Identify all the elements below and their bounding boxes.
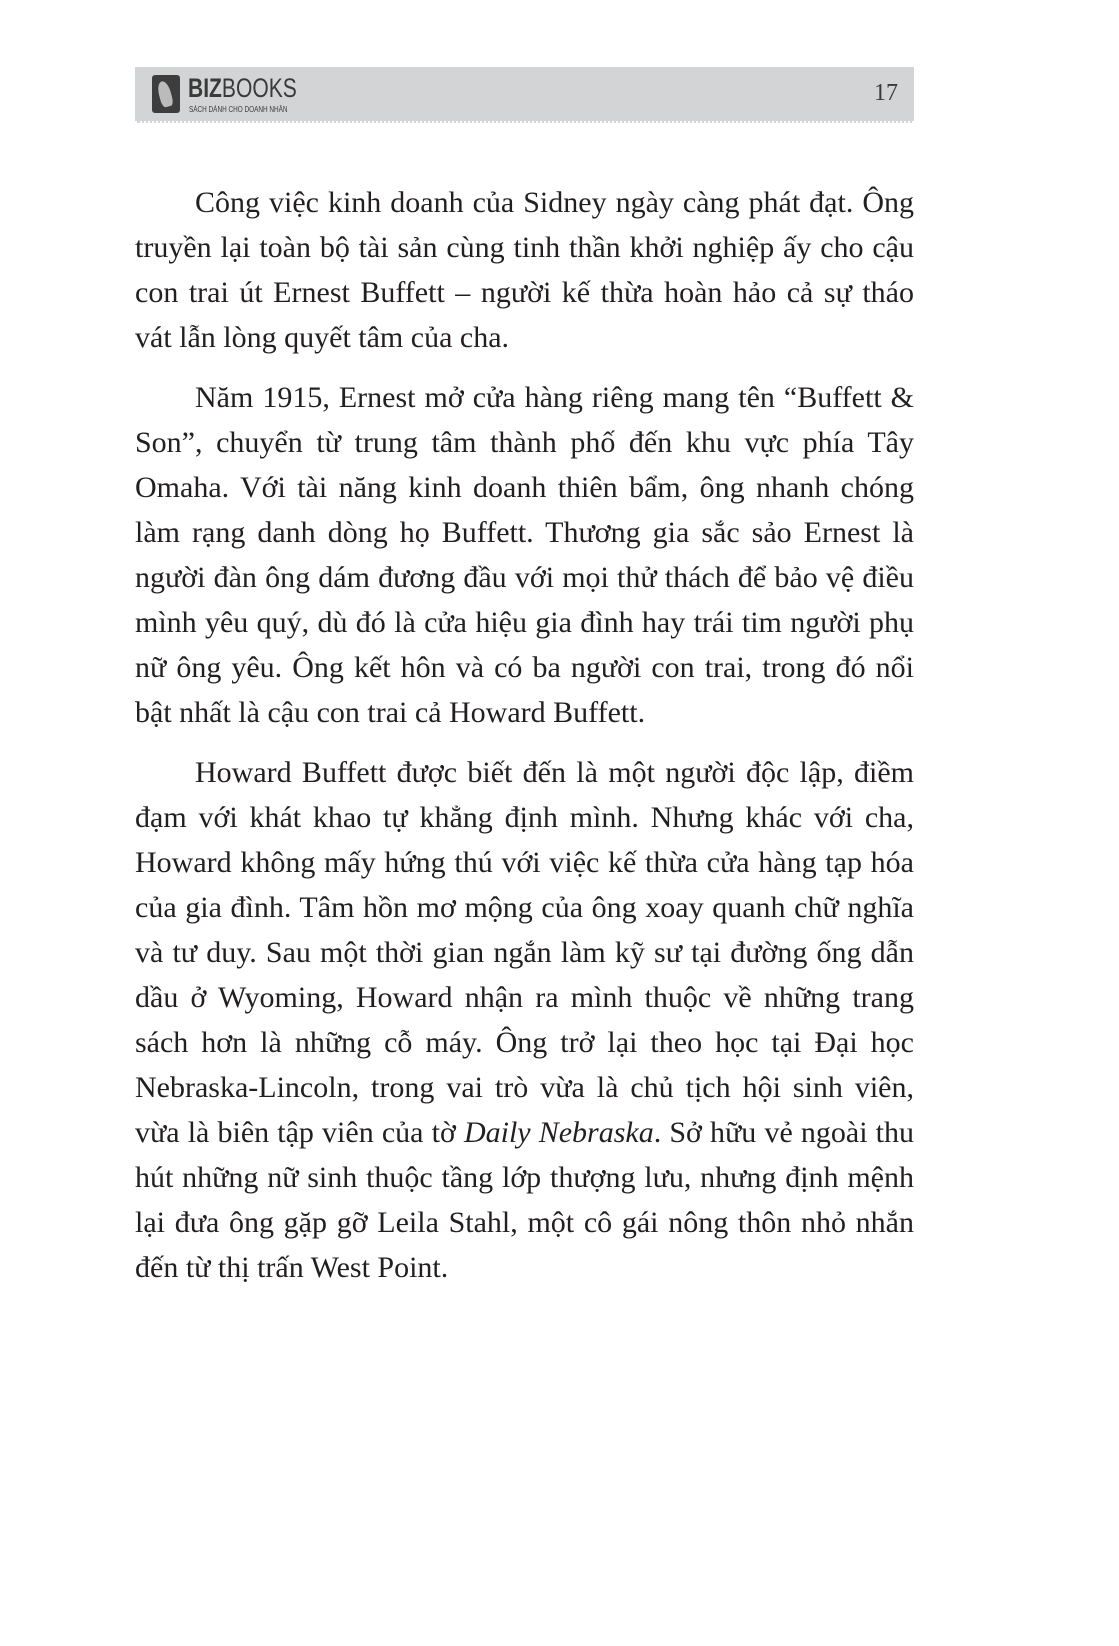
page-number: 17 [874, 80, 898, 106]
bizbooks-logo-icon [152, 75, 180, 113]
paragraph: Công việc kinh doanh của Sidney ngày càng phát đạt. Ông truyền lại toàn bộ tài sản cùng tinh thần khởi nghiệp ấy cho cậu con trai út Ernest Buffett – người kế thừa hoàn hảo cả sự tháo vát lẫn lòng quyết tâm của cha. [135, 186, 914, 354]
brand-rest: BOOKS [221, 73, 297, 103]
brand-tagline: SÁCH DÀNH CHO DOANH NHÂN [189, 105, 288, 114]
brand-name [188, 73, 297, 104]
newspaper-title: Daily Nebraska [463, 1116, 654, 1149]
paragraph: Năm 1915, Ernest mở cửa hàng riêng mang tên “Buffett & Son”, chuyển từ trung tâm thành phố đến khu vực phía Tây Omaha. Với tài năng kinh doanh thiên bẩm, ông nhanh chóng làm rạng danh dòng họ Buffett. Thương gia sắc sảo Ernest là người đàn ông dám đương đầu với mọi thử thách để bảo vệ điều mình yêu quý, dù đó là cửa hiệu gia đình hay trái tim người phụ nữ ông yêu. Ông kết hôn và có ba người con trai, trong đó nổi bật nhất là cậu con trai cả Howard Buffett. [135, 381, 914, 729]
paragraph [135, 750, 914, 1290]
paragraph-text: . Sở hữu vẻ ngoài thu hút những nữ sinh thuộc tầng lớp thượng lưu, nhưng định mệnh lại đưa ông gặp gỡ Leila Stahl, một cô gái nông thôn nhỏ nhắn đến từ thị trấn West Point. [135, 1116, 915, 1284]
paragraph-text: Howard Buffett được biết đến là một người độc lập, điềm đạm với khát khao tự khẳng định mình. Nhưng khác với cha, Howard không mấy hứng thú với việc kế thừa cửa hàng tạp hóa của gia đình. Tâm hồn mơ mộng của ông xoay quanh chữ nghĩa và tư duy. Sau một thời gian ngắn làm kỹ sư tại đường ống dẫn dầu ở Wyoming, Howard nhận ra mình thuộc về những trang sách hơn là những cỗ máy. Ông trở lại theo học tại Đại học Nebraska-Lincoln, trong vai trò vừa là chủ tịch hội sinh viên, vừa là biên tập viên của tờ [135, 756, 914, 1149]
page-header [135, 67, 914, 123]
brand-bold: BIZ [188, 73, 222, 103]
body-text [135, 180, 914, 1305]
